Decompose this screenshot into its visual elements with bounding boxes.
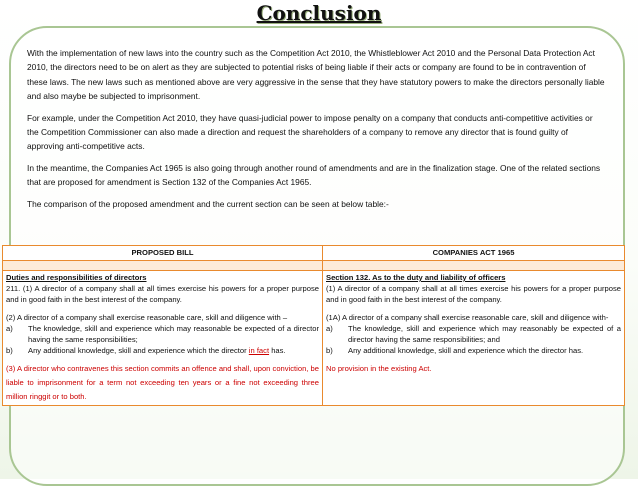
act-clause-1: (1) A director of a company shall at all times exercise his powers for a proper purpose and in good faith in the best interest of the company. bbox=[326, 284, 621, 305]
act-heading: Section 132. As to the duty and liability of officers bbox=[326, 273, 506, 282]
paragraph-example: For example, under the Competition Act 2010, they have quasi-judicial power to impose penalty on a company that conducts anti-competitive activities or the Competition Commissioner can also made a direction and request the shareholders of a company to remove any director that is found guilty of approving anti-competitive acts. bbox=[27, 112, 593, 152]
table-header-row bbox=[3, 246, 625, 261]
list-marker: b) bbox=[6, 346, 13, 356]
list-text: The knowledge, skill and experience which may reasonably be expected of a director having the same responsibilities; and bbox=[348, 323, 621, 345]
proposed-bill-cell bbox=[3, 271, 323, 406]
list-item bbox=[326, 345, 621, 356]
list-item bbox=[6, 345, 319, 356]
spacer-cell bbox=[323, 261, 625, 271]
proposed-clause-1: 211. (1) A director of a company shall at all times exercise his powers for a proper purpose and in good faith in the best interest of the company. bbox=[6, 284, 319, 305]
spacer-cell bbox=[3, 261, 323, 271]
companies-act-cell bbox=[323, 271, 625, 406]
paragraph-amendments: In the meantime, the Companies Act 1965 is also going through another round of amendments and are in the finalization stage. One of the related sections that are proposed for amendment is Section 132 of the Companies Act 1965. bbox=[27, 162, 601, 188]
header-companies-act: COMPANIES ACT 1965 bbox=[323, 246, 625, 261]
header-proposed-bill: PROPOSED BILL bbox=[3, 246, 323, 261]
slide-title: Conclusion bbox=[256, 1, 382, 25]
list-text: Any additional knowledge, skill and experience which the director has. bbox=[348, 346, 584, 356]
comparison-table bbox=[2, 245, 625, 406]
act-no-provision: No provision in the existing Act. bbox=[326, 364, 432, 374]
list-text: The knowledge, skill and experience which may reasonable be expected of a director having the same responsibilities; bbox=[28, 323, 319, 345]
list-item bbox=[6, 323, 319, 345]
paragraph-comparison: The comparison of the proposed amendment and the current section can be seen at below table:- bbox=[27, 198, 389, 209]
highlight-in-fact: in fact bbox=[248, 346, 270, 356]
proposed-heading: Duties and responsibilities of directors bbox=[6, 273, 147, 282]
proposed-clause-3: (3) A director who contravenes this section commits an offence and shall, upon conviction, be liable to imprisonment for a term not exceeding ten years or a fine not exceeding three million ringgit or to both. bbox=[6, 364, 319, 402]
list-marker: a) bbox=[326, 323, 333, 333]
paragraph-intro: With the implementation of new laws into the country such as the Competition Act 2010, the Whistleblower Act 2010 and the Personal Data Protection Act 2010, the directors need to be on alert as they are subjected to potential risks of being liable if their acts or company are found to be in contravention of these laws. The new laws such as mentioned above are very aggressive in the sense that they have statutory powers to make the directors personally liable and also maybe be subjected to imprisonment. bbox=[27, 48, 605, 102]
body-text bbox=[27, 46, 605, 211]
list-text-pre: Any additional knowledge, skill and experience which the director bbox=[28, 346, 247, 356]
list-text bbox=[28, 345, 319, 356]
list-marker: b) bbox=[326, 346, 333, 356]
table-spacer-row bbox=[3, 261, 625, 271]
list-text-post: has. bbox=[271, 346, 286, 356]
list-marker: a) bbox=[6, 323, 13, 333]
table-row bbox=[3, 271, 625, 406]
proposed-clause-2: (2) A director of a company shall exercise reasonable care, skill and diligence with – bbox=[6, 312, 288, 322]
act-clause-1a: (1A) A director of a company shall exercise reasonable care, skill and diligence with- bbox=[326, 312, 609, 322]
list-item bbox=[326, 323, 621, 345]
